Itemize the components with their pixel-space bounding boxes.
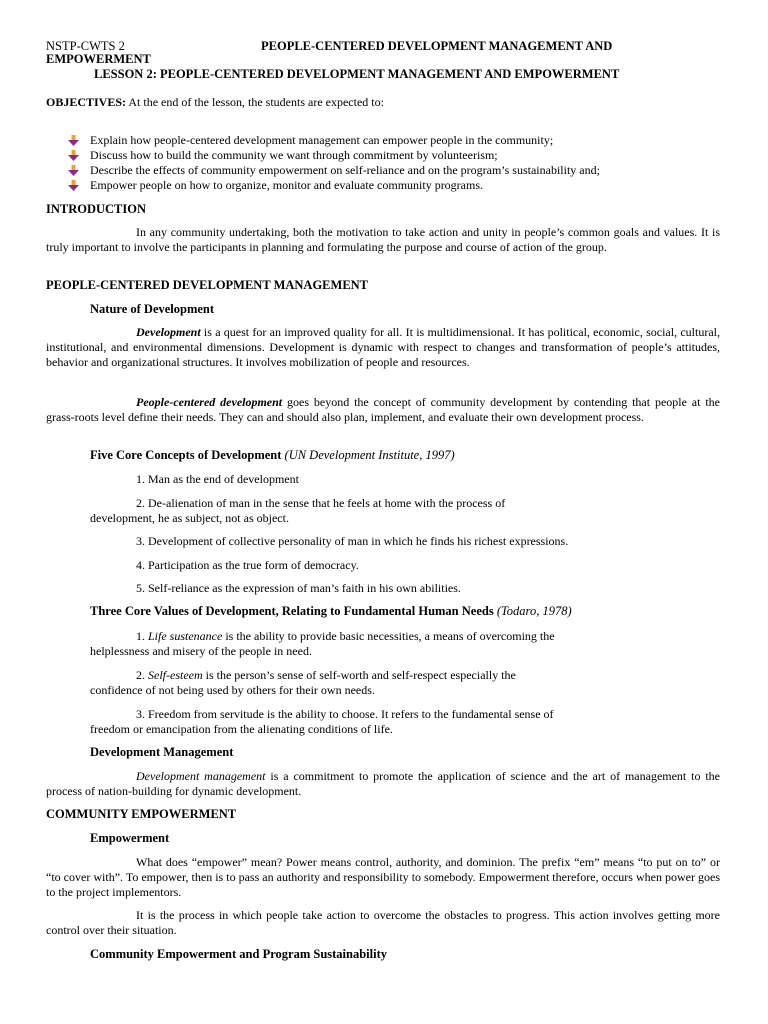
five-core-item-3 xyxy=(90,534,630,549)
five-core-item-1 xyxy=(90,472,630,487)
dev-mgmt-paragraph xyxy=(46,769,720,799)
three-core-heading xyxy=(90,604,572,619)
three-core-item-3 xyxy=(90,707,630,737)
bullet-arrow-icon xyxy=(68,165,79,176)
objective-text: Describe the effects of community empowerment on self-reliance and on the program’s sustainability and; xyxy=(90,163,600,177)
community-empowerment-heading: COMMUNITY EMPOWERMENT xyxy=(46,807,237,821)
life-sustenance-term: Life sustenance xyxy=(148,629,223,643)
five-core-title: Five Core Concepts of Development xyxy=(90,448,285,462)
item-continued: confidence of not being used by others for their own needs. xyxy=(90,682,375,697)
item-text: 3. Freedom from servitude is the ability to choose. It refers to the fundamental sense of xyxy=(136,707,554,721)
objective-text: Explain how people-centered development management can empower people in the community; xyxy=(90,133,554,147)
pcd-term: People-centered development xyxy=(136,395,283,409)
dev-mgmt-text: is a commitment to promote the application of science and the art of management to the process of nation-building for dynamic development. xyxy=(46,769,720,798)
item-number: 1. xyxy=(136,629,148,643)
empowerment-paragraph-2 xyxy=(46,908,720,938)
objectives-intro xyxy=(46,95,384,110)
document-title: PEOPLE-CENTERED DEVELOPMENT MANAGEMENT AND xyxy=(261,39,613,53)
development-term: Development xyxy=(136,325,201,339)
three-core-item-1 xyxy=(90,629,630,659)
five-core-item-text: 3. Development of collective personality of man in which he finds his richest expressions. xyxy=(136,534,569,548)
empowerment-text: It is the process in which people take action to overcome the obstacles to progress. This action involves getting more control over their situation. xyxy=(46,908,720,937)
three-core-title: Three Core Values of Development, Relating to Fundamental Human Needs xyxy=(90,604,497,618)
objectives-list xyxy=(66,133,746,193)
development-text: is a quest for an improved quality for all. It is multidimensional. It has political, economic, social, cultural, institutional, and environmental dimensions. Development is dynamic with respect to changes and transformation of people’s attitudes, behavior and organizational structures. It involves mobilization of people and resources. xyxy=(46,325,720,369)
five-core-item-2 xyxy=(90,496,630,526)
objective-text: Discuss how to build the community we want through commitment by volunteerism; xyxy=(90,148,498,162)
objectives-label: OBJECTIVES: xyxy=(46,95,127,109)
item-text: is the ability to provide basic necessities, a means of overcoming the xyxy=(222,629,555,643)
sustainability-heading: Community Empowerment and Program Sustainability xyxy=(90,947,388,961)
five-core-item-text: 2. De-alienation of man in the sense that he feels at home with the process of xyxy=(136,496,506,510)
five-core-heading xyxy=(90,448,455,463)
pcdm-heading: PEOPLE-CENTERED DEVELOPMENT MANAGEMENT xyxy=(46,278,369,292)
objective-item xyxy=(66,148,746,163)
item-number: 2. xyxy=(136,668,148,682)
pcd-paragraph xyxy=(46,395,720,425)
document-title-continued: EMPOWERMENT xyxy=(46,52,151,66)
introduction-heading: INTRODUCTION xyxy=(46,202,147,216)
five-core-item-4 xyxy=(90,558,630,573)
empowerment-heading: Empowerment xyxy=(90,831,170,845)
introduction-text: In any community undertaking, both the motivation to take action and unity in people’s common goals and values. It is truly important to involve the participants in planning and formulating the purpose and course of action of the group. xyxy=(46,225,720,254)
five-core-item-text: 1. Man as the end of development xyxy=(136,472,299,486)
introduction-paragraph xyxy=(46,225,720,255)
empowerment-text: What does “empower” mean? Power means control, authority, and dominion. The prefix “em” means “to put on to” or “to cover with”. To empower, then is to pass an authority and responsibility to somebody. Empowerment therefore, occurs when power goes to the project implementors. xyxy=(46,855,720,899)
nature-heading: Nature of Development xyxy=(90,302,215,316)
course-code: NSTP-CWTS 2 xyxy=(46,39,125,53)
five-core-item-5 xyxy=(90,581,630,596)
objective-item xyxy=(66,163,746,178)
pcd-text: goes beyond the concept of community development by contending that people at the grass-roots level define their needs. They can and should also plan, implement, and evaluate their own development process. xyxy=(46,395,720,424)
development-paragraph xyxy=(46,325,720,369)
three-core-item-2 xyxy=(90,668,630,698)
objectives-text: At the end of the lesson, the students are expected to: xyxy=(126,95,384,109)
bullet-arrow-icon xyxy=(68,180,79,191)
dev-mgmt-heading: Development Management xyxy=(90,745,234,759)
objective-item xyxy=(66,133,746,148)
item-continued: freedom or emancipation from the alienating conditions of life. xyxy=(90,721,393,736)
five-core-item-text: 5. Self-reliance as the expression of man’s faith in his own abilities. xyxy=(136,581,461,595)
five-core-source: (UN Development Institute, 1997) xyxy=(284,448,455,462)
lesson-title: LESSON 2: PEOPLE-CENTERED DEVELOPMENT MANAGEMENT AND EMPOWERMENT xyxy=(94,67,620,81)
item-continued: helplessness and misery of the people in need. xyxy=(90,643,312,658)
bullet-arrow-icon xyxy=(68,150,79,161)
five-core-item-continued: development, he as subject, not as object. xyxy=(90,510,289,525)
three-core-source: (Todaro, 1978) xyxy=(496,604,572,618)
self-esteem-term: Self-esteem xyxy=(148,668,203,682)
dev-mgmt-term: Development management xyxy=(136,769,266,783)
item-text: is the person’s sense of self-worth and self-respect especially the xyxy=(202,668,516,682)
objective-item xyxy=(66,178,746,193)
objective-text: Empower people on how to organize, monitor and evaluate community programs. xyxy=(90,178,484,192)
empowerment-paragraph-1 xyxy=(46,855,720,899)
five-core-item-text: 4. Participation as the true form of democracy. xyxy=(136,558,359,572)
bullet-arrow-icon xyxy=(68,135,79,146)
